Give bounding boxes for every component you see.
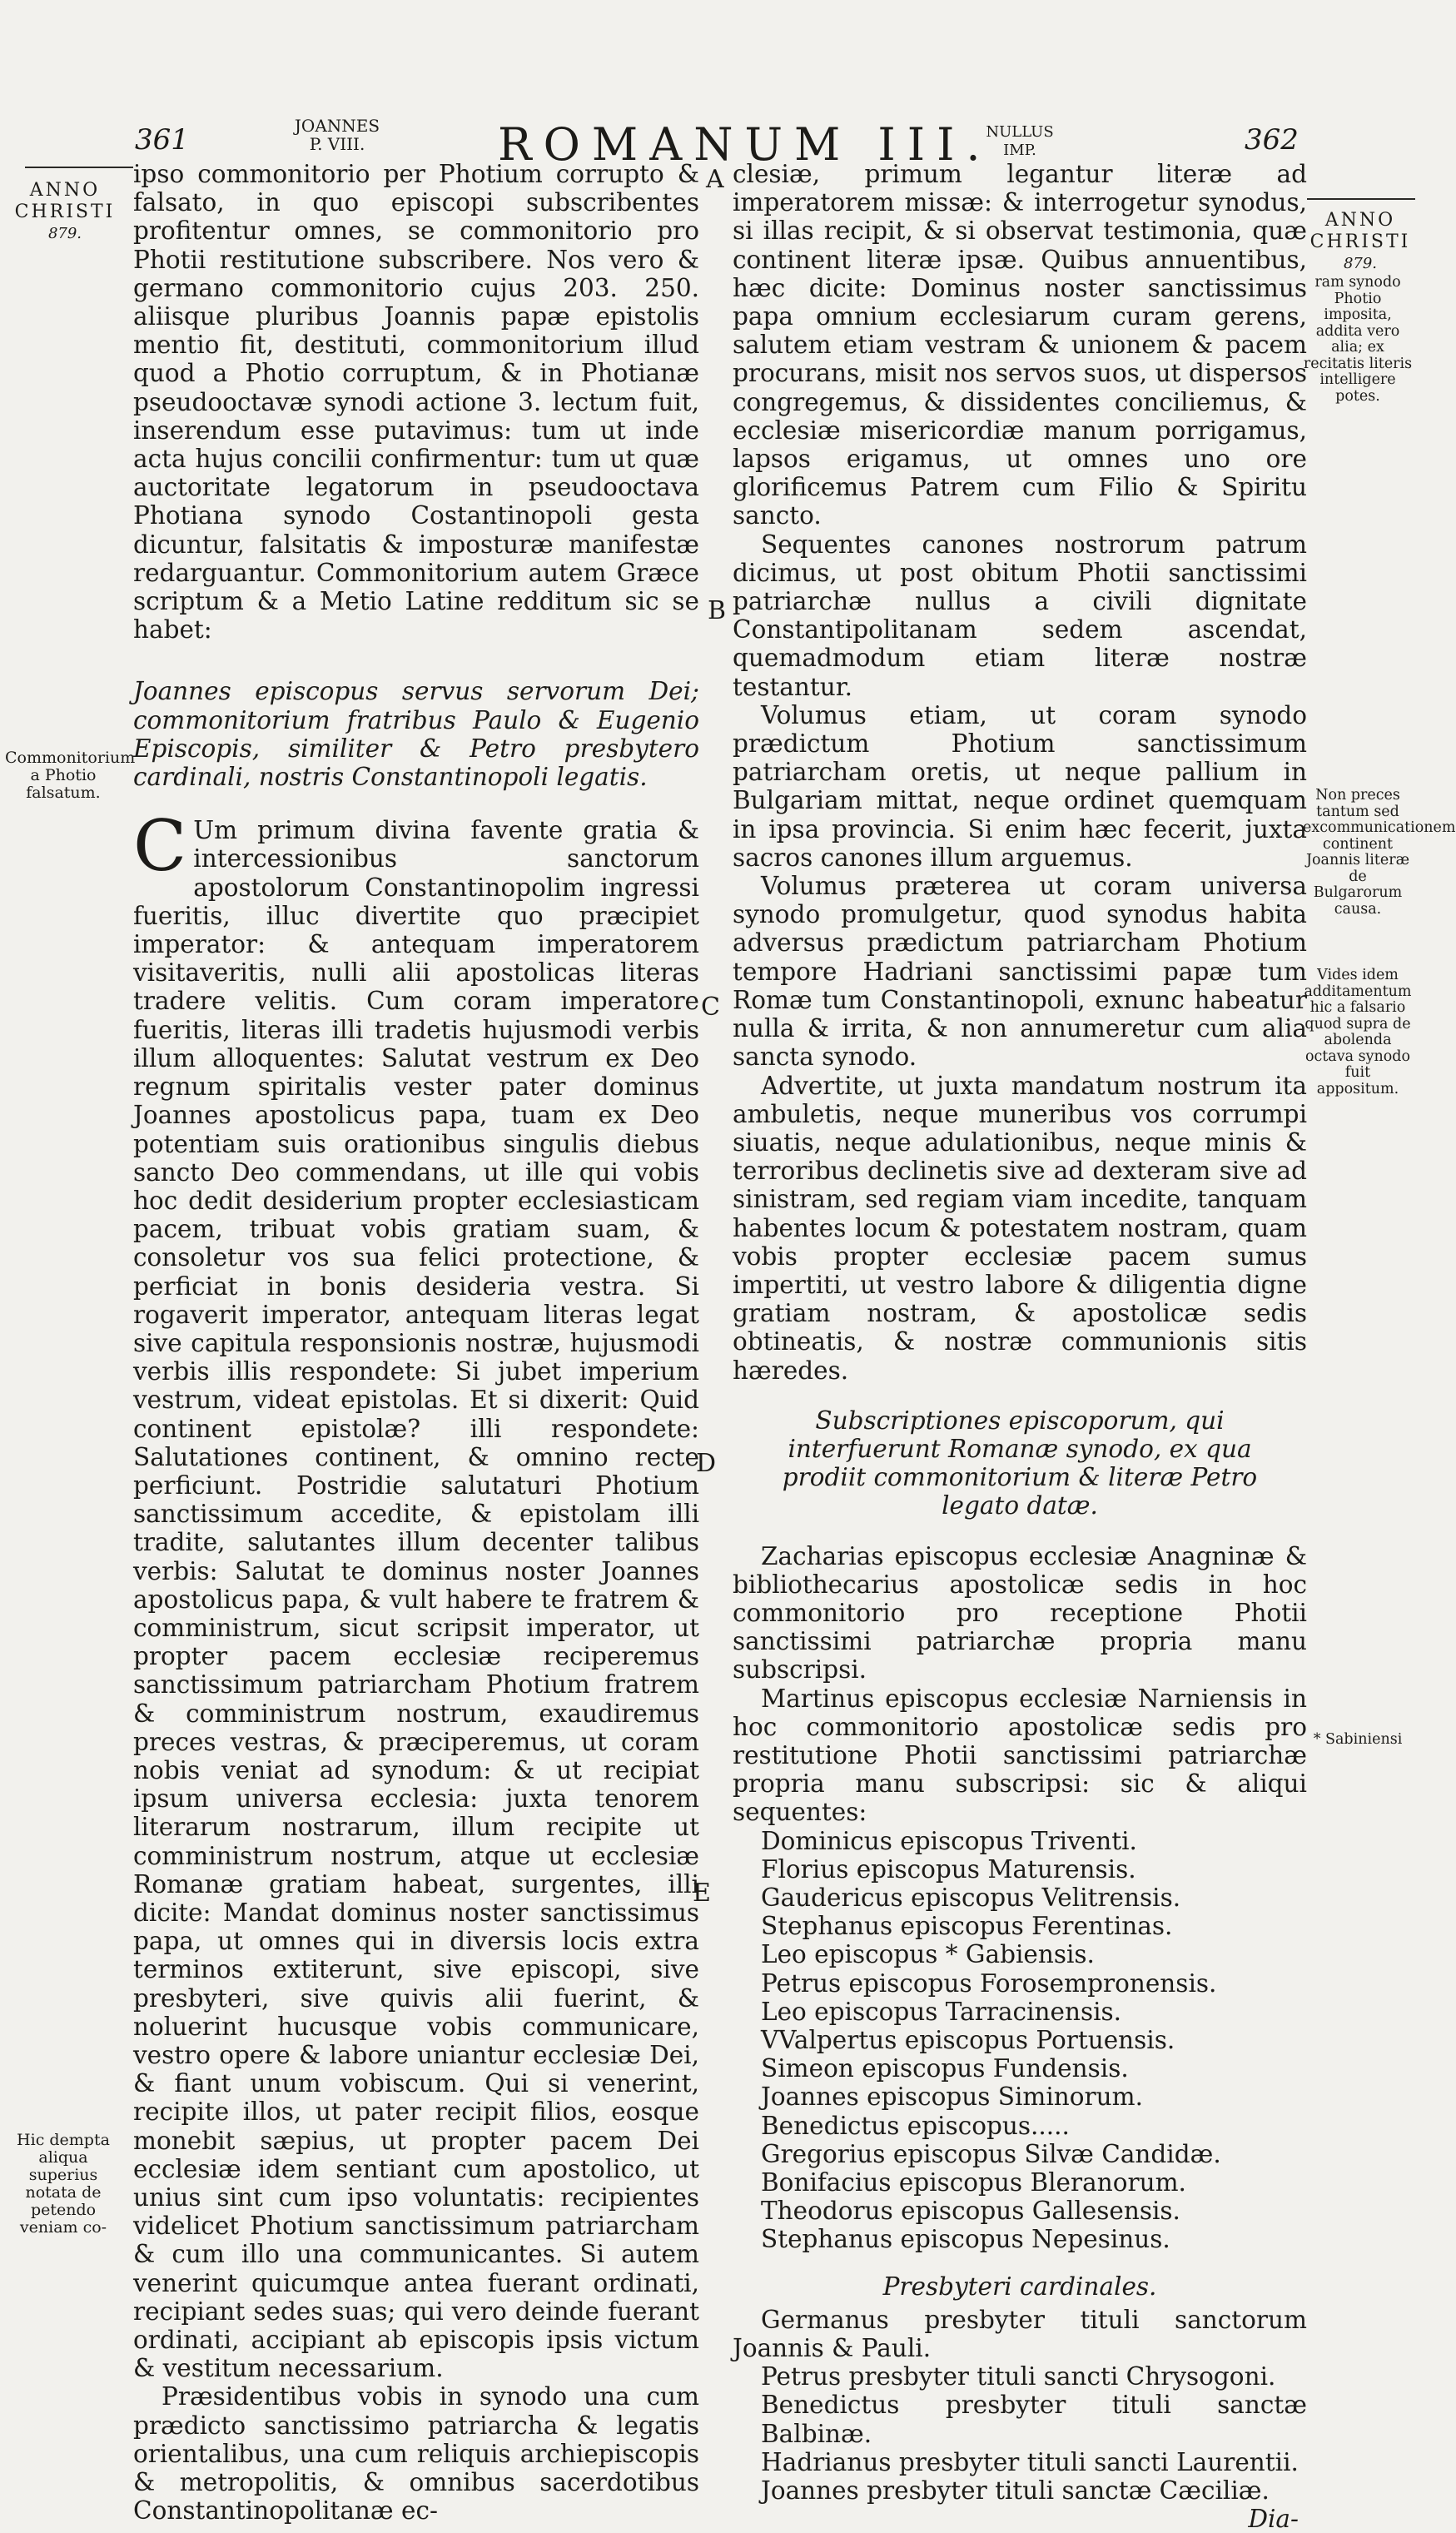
year-right-line2: CHRISTI (1309, 231, 1411, 252)
margin-note-right-1: ram synodo Photio imposita, addita vero alia; ex recitatis literis intelligere potes. (1303, 274, 1413, 405)
presbyters-heading: Presbyteri cardinales. (882, 2272, 1157, 2301)
running-subhead-right (966, 123, 1074, 160)
address-text: Joannes episcopus servus servorum Dei; commonitorium fratribus Paulo & Eugenio Episcopis, similiter & Petro presbytero cardinali, nostris Constantinopoli legatis. (133, 677, 699, 792)
year-left-line1: ANNO (29, 180, 101, 201)
list-item: Dominicus episcopus Triventi. (761, 1826, 1137, 1855)
list-item: Joannes episcopus Siminorum. (761, 2083, 1144, 2112)
right-paragraph-5: Advertite, ut juxta mandatum nostrum ita ambuletis, neque muneribus vos corrumpi siuatis, neque adulationibus, neque minis & terroribus declinetis sive ad dexteram sive ad sinistram, sed regiam viam incedite, tanquam habentes locum & potestatem nostram, quam vobis propter ecclesiæ pacem sumus impertiti, ut vestro labore & diligentia digne gratiam nostram, & apostolicæ sedis obtineatis, & nostræ communionis sitis hæredes. (733, 1071, 1307, 1385)
list-item: Gaudericus episcopus Velitrensis. (761, 1883, 1181, 1912)
year-marker-right (1307, 210, 1414, 275)
letter-address (133, 677, 699, 791)
bishops-list (733, 1827, 1307, 2254)
margin-note-right-3: Vides idem additamentum hic a falsario quod supra de abolenda octava synodo fuit appositum. (1304, 967, 1412, 1097)
right-paragraph-1: clesiæ, primum legantur literæ ad imperatorem missæ: & interrogetur synodus, si illas recipit, & si observat testimonia, quæ continent literæ ipsæ. Quibus annuentibus, hæc dicite: Dominus noster sanctissimus papa omnium ecclesiarum curam gerens, salutem etiam vestram & unionem & pacem procurans, misit nos servos suos, ut dispersos congregemus, & dissidentes conciliemus, & ecclesiæ misericordiæ manum porrigamus, lapsos erigamus, ut omnes uno ore glorificemus Patrem cum Filio & Spiritu sancto. (733, 160, 1307, 530)
intro-paragraph: ipso commonitorio per Photium corrupto & falsato, in quo episcopi subscribentes profitentur omnes, se commonitorio pro Photii restitutione subscribere. Nos vero & germano commonitorio cujus 203. 250. aliisque pluribus Joannis papæ epistolis mentio fit, destituti, commonitorium illud quod a Photio corruptum, & in Photianæ pseudooctavæ synodi actione 3. lectum fuit, inserendum esse putavimus: tum ut inde acta hujus concilii confirmentur: tum ut quæ auctoritate legatorum in pseudooctava Photiana synodo Costantinopoli gesta dicuntur, falsitatis & imposturæ manifestæ redarguantur. Commonitorium autem Græce scriptum & a Metio Latine redditum sic se habet: (133, 160, 699, 644)
list-item: VValpertus episcopus Portuensis. (761, 2026, 1175, 2054)
list-item: Benedictus presbyter tituli sanctæ Balbinæ. (761, 2391, 1307, 2448)
list-item: Petrus presbyter tituli sancti Chrysogoni. (761, 2362, 1276, 2391)
list-item: Florius episcopus Maturensis. (761, 1854, 1136, 1884)
subhead-right-line2: IMP. (1003, 142, 1036, 159)
year-left-line2: CHRISTI (14, 202, 116, 222)
subhead-left-line2: P. VIII. (309, 134, 365, 154)
margin-note-right-4: * Sabiniensi (1313, 1731, 1403, 1748)
right-paragraph-2: Sequentes canones nostrorum patrum dicimus, ut post obitum Photii sanctissimi patriarchæ nullus a civili dignitate Constantipolitanam sedem ascendat, quemadmodum etiam literæ nostræ testantur. (733, 530, 1307, 701)
list-item: Leo episcopus * Gabiensis. (761, 1940, 1095, 1969)
subscriptions-heading (749, 1406, 1290, 1520)
list-item: Bonifacius episcopus Bleranorum. (761, 2168, 1186, 2197)
margin-rule-right (1307, 198, 1415, 200)
section-letter-d: D (696, 1449, 717, 1478)
running-title: ROMANUM III. (498, 118, 992, 171)
page-number-left: 361 (135, 123, 189, 157)
margin-rule-left (25, 167, 133, 168)
subhead-left-line1: JOANNES (294, 116, 380, 136)
list-item: Hadrianus presbyter tituli sancti Laurentii. (761, 2447, 1299, 2476)
right-column (733, 160, 1307, 2533)
margin-note-left-2: Hic dempta aliqua superius notata de petendo veniam co- (17, 2131, 110, 2237)
list-item: Theodorus episcopus Gallesensis. (761, 2197, 1180, 2226)
year-marker-left (7, 180, 123, 245)
year-left-line3: 879. (47, 225, 82, 242)
germanus-paragraph: Germanus presbyter tituli sanctorum Joannis & Pauli. (733, 2305, 1307, 2363)
catchword: Dia- (1248, 2505, 1299, 2533)
right-paragraph-3: Volumus etiam, ut coram synodo prædictum Photium sanctissimum patriarcham oretis, ut neque pallium in Bulgariam mittat, neque ordinet quemquam in ipsa provincia. Si enim hæc fecerit, juxta sacros canones illum arguemus. (733, 700, 1307, 872)
list-item: Joannes presbyter tituli sanctæ Cæciliæ. (761, 2476, 1270, 2506)
list-item: Petrus episcopus Forosempronensis. (761, 1968, 1217, 1998)
subscriptions-heading-text: Subscriptiones episcoporum, qui interfuerunt Romanæ synodo, ex qua prodiit commonitorium & literæ Petro legato datæ. (782, 1406, 1258, 1520)
drop-cap: C (133, 805, 187, 888)
right-paragraph-4: Volumus præterea ut coram universa synodo promulgetur, quod synodus habita adversus prædictum patriarcham Photium tempore Hadriani sanctissimi papæ tum Romæ tum Constantinopoli, exnunc habeatur nulla & irrita, & non annumeretur cum alia sancta synodo. (733, 872, 1307, 1072)
presidentibus-paragraph: Præsidentibus vobis in synodo una cum prædicto sanctissimo patriarcha & legatis orientalibus, una cum reliquis archiepiscopis & metropolitis, & omnibus sacerdotibus Constantinopolitanæ ec- (133, 2382, 699, 2526)
list-item: Stephanus episcopus Ferentinas. (761, 1912, 1173, 1941)
page-number-right: 362 (1245, 123, 1299, 157)
list-item: Stephanus episcopus Nepesinus. (761, 2225, 1170, 2254)
year-right-line1: ANNO (1324, 210, 1396, 231)
section-letter-e: E (693, 1879, 711, 1908)
list-item: Benedictus episcopus..... (761, 2111, 1070, 2140)
section-letter-c: C (701, 993, 720, 1022)
section-letter-b: B (708, 596, 727, 625)
list-item: Simeon episcopus Fundensis. (761, 2054, 1129, 2083)
margin-note-right-2: Non preces tantum sed excommunicationem continent Joannis literæ de Bulgarorum causa. (1303, 787, 1456, 918)
subhead-right-line1: NULLUS (986, 123, 1054, 141)
list-item: Leo episcopus Tarracinensis. (761, 1997, 1122, 2026)
running-subhead-left (283, 117, 391, 153)
section-letter-a: A (706, 165, 724, 194)
left-column (133, 160, 699, 2525)
year-right-line3: 879. (1343, 255, 1378, 272)
zacharias-paragraph: Zacharias episcopus ecclesiæ Anagninæ & bibliothecarius apostolicæ sedis in hoc commonitorio pro receptione Photii sanctissimi patriarchæ propria manu subscripsi. (733, 1541, 1307, 1685)
margin-note-left-1: Commonitorium a Photio falsatum. (5, 749, 136, 802)
presbyters-list (733, 2362, 1307, 2505)
list-item: Gregorius episcopus Silvæ Candidæ. (761, 2139, 1221, 2168)
letter-body-text: Um primum divina favente gratia & intercessionibus sanctorum apostolorum Constantinopolim ingressi fueritis, illuc divertite quo præcipiet imperator: & antequam imperatorem visitaveritis, nulli alii apostolicas literas tradere velitis. Cum coram imperatore fueritis, literas illi tradetis hujusmodi verbis illum alloquentes: Salutat vestrum ex Deo regnum spiritalis vester pater dominus Joannes apostolicus papa, tuam ex Deo potentiam suis orationibus singulis diebus sancto Deo commendans, ut ille qui vobis hoc dedit desiderium propter ecclesiasticam pacem, tribuat vobis gratiam suam, & consoletur vos sua felici protectione, & perficiat in bonis desideria vestra. Si rogaverit imperator, antequam literas legat sive capitula responsionis nostræ, hujusmodi verbis illis respondete: Si jubet imperium vestrum, videat epistolas. Et si dixerit: Quid continent epistolæ? illi respondete: Salutationes continent, & omnino recte perficiunt. Postridie salutaturi Photium sanctissimum accedite, & epistolam illi tradite, salutantes illum decenter talibus verbis: Salutat te dominus noster Joannes apostolicus papa, & vult habere te fratrem & comministrum, sicut scripsit imperator, ut propter pacem ecclesiæ reciperemus sanctissimum patriarcham Photium fratrem & comministrum nostrum, exaudiremus preces vestras, & præciperemus, ut coram nobis veniat ad synodum: & ut recipiat ipsum universa ecclesia: juxta tenorem literarum nostrarum, illum recipite ut comministrum nostrum, atque ut ecclesiæ Romanæ gratiam habeat, surgentes, illi dicite: Mandat dominus noster sanctissimus papa, ut omnes qui in diversis locis extra terminos extiterunt, sive episcopi, sive presbyteri, sive quivis alii fuerint, & noluerint hucusque vobis communicare, vestro opere & labore uniantur ecclesiæ Dei, & fiant unum vobiscum. Qui si venerint, recipite illos, ut pater recipit filios, eosque monebit sæpius, ut propter pacem Dei ecclesiæ idem sentiant cum apostolico, ut unius sint cum ipso voluntatis: recipientes videlicet Photium sanctissimum patriarcham & cum illo una communicantes. Si autem venerint quicumque antea fuerant ordinati, recipiant sedes suas; qui vero deinde fuerant ordinati, accipiant ab episcopis ipsis victum & vestitum necessarium. (133, 816, 699, 2383)
martinus-paragraph: Martinus episcopus ecclesiæ Narniensis in hoc commonitorio apostolicæ sedis pro restitutione Photii sanctissimi patriarchæ propria manu subscripsi: sic & aliqui sequentes: (733, 1684, 1307, 1827)
letter-body-paragraph (133, 805, 699, 2383)
